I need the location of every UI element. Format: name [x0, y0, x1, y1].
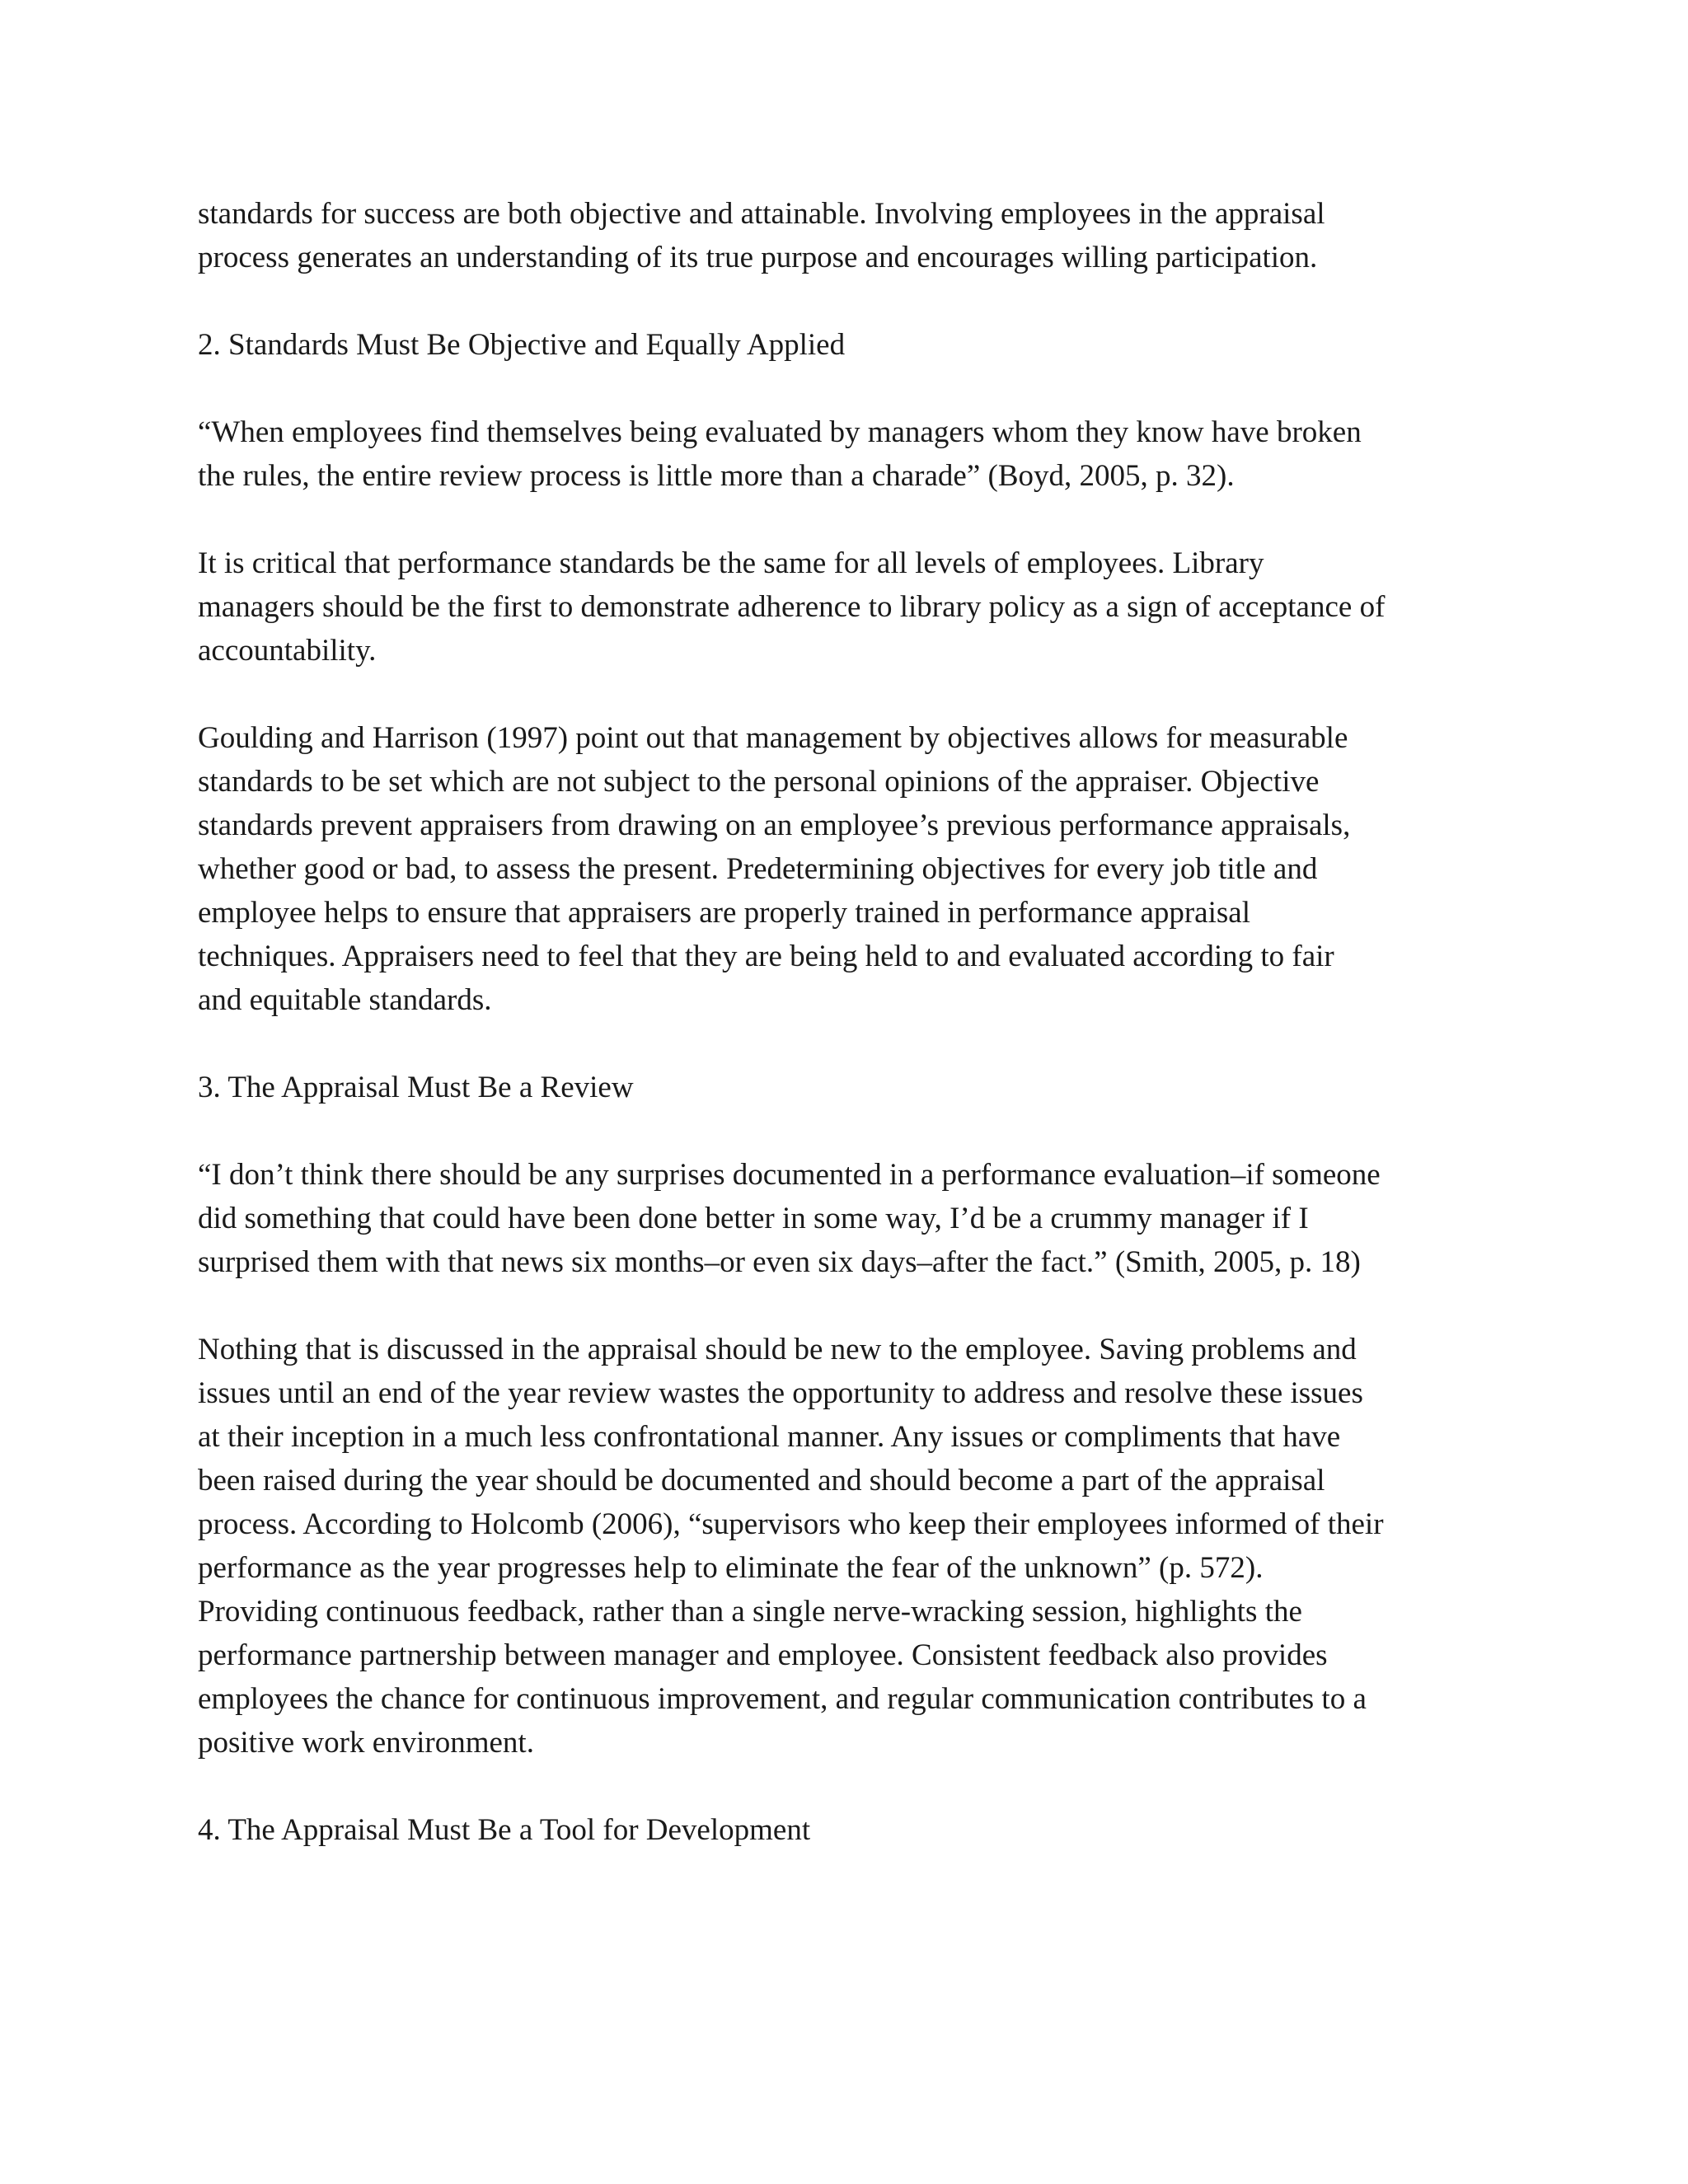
text-line: been raised during the year should be documented and should become a part of the appraisal [198, 1464, 1325, 1497]
paragraph-review [198, 1328, 1488, 1765]
quote-boyd [198, 410, 1488, 498]
paragraph-intro [198, 192, 1488, 279]
text-line: at their inception in a much less confrontational manner. Any issues or compliments that have [198, 1420, 1341, 1454]
paragraph-goulding [198, 716, 1488, 1022]
heading-text: 2. Standards Must Be Objective and Equally Applied [198, 328, 846, 362]
text-line: surprised them with that news six months–or even six days–after the fact.” (Smith, 2005, p. 18) [198, 1245, 1361, 1279]
paragraph-standards [198, 541, 1488, 673]
text-line: Goulding and Harrison (1997) point out that management by objectives allows for measurable [198, 721, 1348, 755]
section-heading-3 [198, 1066, 1488, 1109]
text-line: techniques. Appraisers need to feel that they are being held to and evaluated according to fair [198, 940, 1334, 973]
text-line: Providing continuous feedback, rather than a single nerve-wracking session, highlights the [198, 1595, 1302, 1629]
text-line: and equitable standards. [198, 983, 492, 1017]
text-line: managers should be the first to demonstrate adherence to library policy as a sign of acceptance of [198, 590, 1386, 624]
text-line: Nothing that is discussed in the appraisal should be new to the employee. Saving problems and [198, 1333, 1357, 1366]
text-line: performance as the year progresses help to eliminate the fear of the unknown” (p. 572). [198, 1551, 1264, 1585]
document-body [198, 192, 1488, 1896]
text-line: employees the chance for continuous improvement, and regular communication contributes to a [198, 1682, 1367, 1716]
text-line: issues until an end of the year review wastes the opportunity to address and resolve these issues [198, 1376, 1363, 1410]
text-line: “I don’t think there should be any surprises documented in a performance evaluation–if someone [198, 1158, 1381, 1192]
text-line: accountability. [198, 634, 377, 668]
heading-text: 3. The Appraisal Must Be a Review [198, 1071, 634, 1104]
text-line: did something that could have been done better in some way, I’d be a crummy manager if I [198, 1202, 1309, 1235]
heading-text: 4. The Appraisal Must Be a Tool for Development [198, 1813, 811, 1847]
text-line: process. According to Holcomb (2006), “supervisors who keep their employees informed of their [198, 1507, 1384, 1541]
text-line: standards prevent appraisers from drawing on an employee’s previous performance appraisals, [198, 808, 1351, 842]
text-line: positive work environment. [198, 1726, 534, 1760]
text-line: It is critical that performance standards be the same for all levels of employees. Library [198, 546, 1264, 580]
text-line: the rules, the entire review process is little more than a charade” (Boyd, 2005, p. 32). [198, 459, 1235, 493]
text-line: standards to be set which are not subject to the personal opinions of the appraiser. Objective [198, 765, 1320, 799]
text-line: process generates an understanding of its true purpose and encourages willing participation. [198, 241, 1318, 274]
section-heading-4 [198, 1808, 1488, 1852]
section-heading-2 [198, 323, 1488, 367]
text-line: performance partnership between manager and employee. Consistent feedback also provides [198, 1638, 1328, 1672]
text-line: whether good or bad, to assess the present. Predetermining objectives for every job title and [198, 852, 1318, 886]
text-line: “When employees find themselves being evaluated by managers whom they know have broken [198, 415, 1362, 449]
quote-smith [198, 1153, 1488, 1284]
text-line: employee helps to ensure that appraisers are properly trained in performance appraisal [198, 896, 1250, 930]
text-line: standards for success are both objective and attainable. Involving employees in the appraisal [198, 197, 1325, 231]
